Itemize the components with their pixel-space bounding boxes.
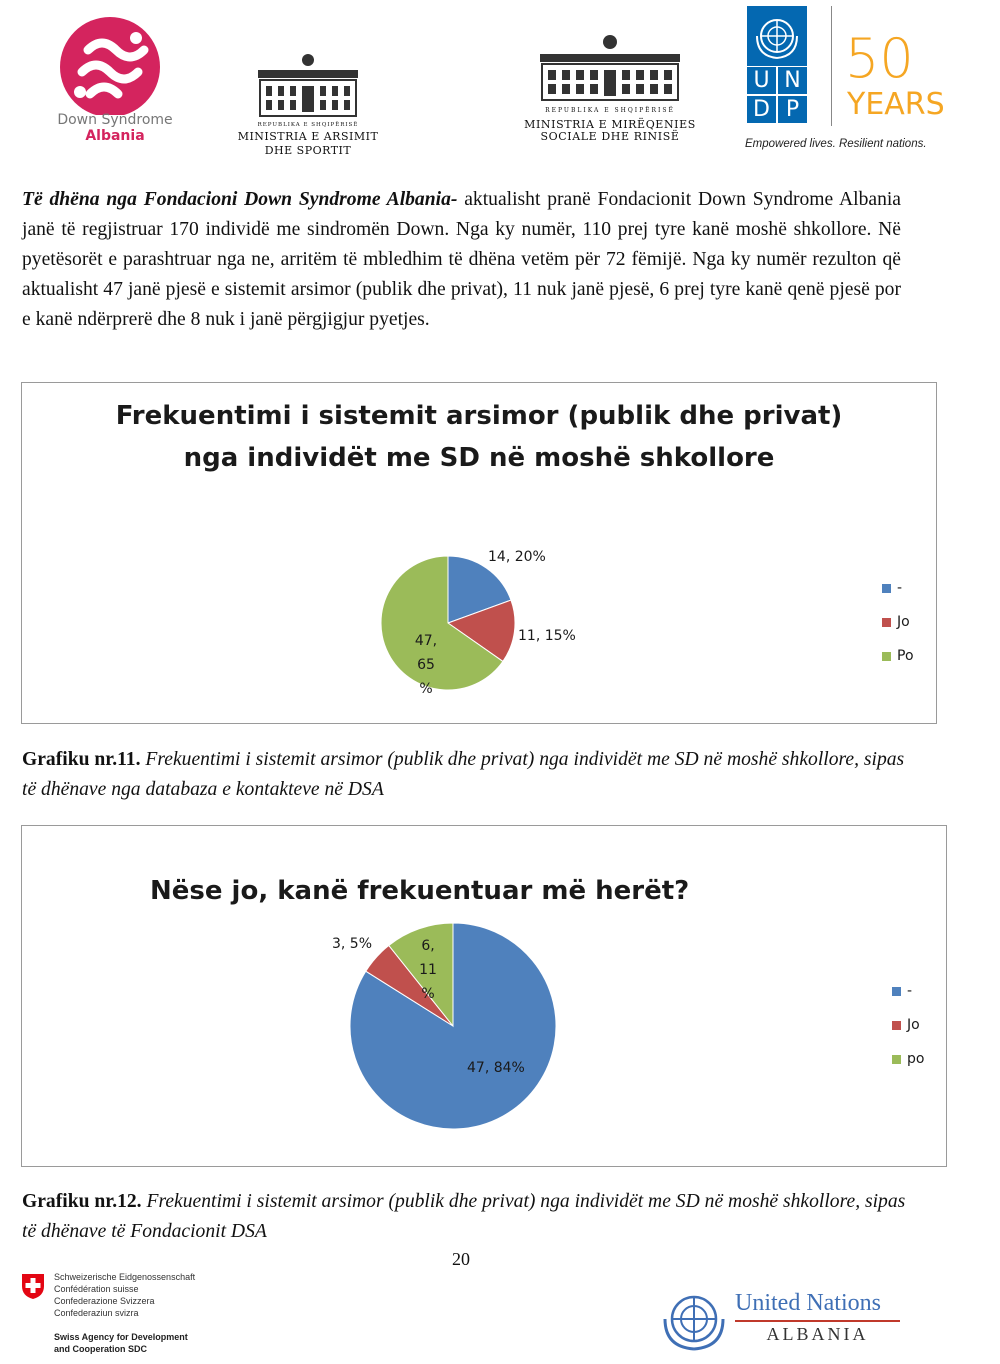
swiss-line1: Schweizerische Eidgenossenschaft (54, 1272, 196, 1282)
ministry-education-logo (238, 50, 378, 160)
data-label: 11, 15% (518, 628, 576, 644)
un-country: ALBANIA (766, 1324, 869, 1344)
sdc-line2: and Cooperation SDC (54, 1344, 148, 1354)
ministry-welfare-line2: SOCIALE DHE RINISË (540, 130, 680, 143)
page-number: 20 (452, 1249, 470, 1269)
un-emblem-icon (655, 1286, 733, 1352)
intro-paragraph (22, 185, 901, 335)
building-icon (238, 50, 378, 120)
caption-text: Frekuentimi i sistemit arsimor (publik dhe privat) nga individët me SD në moshë shkollore, sipas të dhënave të Fondacionit DSA (22, 1191, 906, 1242)
legend-item (892, 974, 924, 1008)
caption-text: Frekuentimi i sistemit arsimor (publik dhe privat) nga individët me SD në moshë shkollore, sipas të dhënave nga databaza e kontakteve në DSA (22, 749, 905, 800)
data-label: 47, 84% (467, 1060, 525, 1076)
caption-label: Grafiku nr.11. (22, 749, 141, 770)
legend-item (892, 1042, 924, 1076)
chart-2 (21, 825, 947, 1167)
legend-label: Jo (907, 1017, 920, 1033)
dsa-logo-line1: Down Syndrome (57, 112, 173, 128)
swiss-line3: Confederazione Svizzera (54, 1296, 155, 1306)
ministry-welfare-small: REPUBLIKA E SHQIPËRISË (545, 107, 675, 114)
legend-swatch (882, 652, 891, 661)
legend-swatch (892, 987, 901, 996)
legend-item (882, 571, 914, 605)
undp-fifty: 50 (845, 27, 914, 90)
legend-label: Po (897, 648, 914, 664)
legend-swatch (892, 1021, 901, 1030)
swiss-sdc-logo (20, 1270, 220, 1360)
data-label: % (421, 986, 435, 1002)
legend-item (882, 639, 914, 673)
data-label: 6, (421, 938, 435, 954)
building-icon (510, 32, 710, 104)
legend-label: po (907, 1051, 925, 1067)
header-logos (0, 0, 1000, 165)
un-rule (735, 1320, 900, 1322)
un-name: United Nations (735, 1290, 881, 1316)
legend-label: - (907, 983, 913, 999)
undp-letter-u: U (747, 67, 776, 94)
chart-1-title-line1: Frekuentimi i sistemit arsimor (publik dhe privat) (115, 401, 843, 431)
dsa-logo (40, 10, 190, 150)
legend-swatch (892, 1055, 901, 1064)
undp-divider (831, 6, 832, 126)
undp-years: YEARS (847, 87, 945, 122)
swiss-line2: Confédération suisse (54, 1284, 139, 1294)
sdc-line1: Swiss Agency for Development (54, 1332, 188, 1342)
intro-lead: Të dhëna nga Fondacioni Down Syndrome Albania- (22, 189, 458, 210)
legend-label: Jo (897, 614, 910, 630)
un-albania-logo (655, 1286, 915, 1356)
caption-chart-11 (22, 745, 922, 805)
chart-2-pie (22, 826, 946, 1166)
data-label: 47, (414, 633, 438, 649)
undp-letter-d: D (747, 96, 776, 123)
ministry-education-small: REPUBLIKA E SHQIPËRISË (257, 122, 359, 128)
ministry-education-line2: DHE SPORTIT (264, 144, 352, 157)
chart-1-legend (882, 571, 914, 673)
legend-item (882, 605, 914, 639)
chart-2-legend (892, 974, 924, 1076)
undp-logo (745, 6, 945, 156)
ministry-welfare-line1: MINISTRIA E MIRËQENIES (524, 118, 696, 131)
legend-label: - (897, 580, 903, 596)
ministry-welfare-logo (510, 32, 710, 147)
swiss-flag-icon (20, 1272, 46, 1300)
legend-swatch (882, 618, 891, 627)
caption-chart-12 (22, 1187, 922, 1247)
chart-1 (21, 382, 937, 724)
dsa-logo-mark (40, 10, 190, 115)
intro-text: aktualisht pranë Fondacionit Down Syndrome Albania janë të regjistruar 170 individë me sindromën Down. Nga ky numër, 110 prej tyre kanë moshë shkollore. Në pyetësorët e parashtruar nga ne, arritëm të mbledhim të dhëna vetëm për 72 fëmijë. Nga ky numër rezulton që aktualisht 47 janë pjesë e sistemit arsimor (publik dhe privat), 11 nuk janë pjesë, 6 prej tyre kanë qenë pjesë por e kanë ndërprerë dhe 8 nuk i janë përgjigjur pyetjes. (22, 189, 902, 330)
chart-2-title: Nëse jo, kanë frekuentuar më herët? (150, 876, 690, 906)
dsa-logo-line2: Albania (85, 128, 145, 144)
chart-1-title-line2: nga individët me SD në moshë shkollore (183, 443, 775, 473)
chart-1-pie (22, 383, 936, 723)
un-emblem-icon (747, 6, 807, 66)
legend-swatch (882, 584, 891, 593)
undp-tagline: Empowered lives. Resilient nations. (745, 138, 927, 150)
legend-item (892, 1008, 924, 1042)
data-label: 65 (417, 657, 435, 673)
data-label: 3, 5% (331, 936, 373, 952)
data-label: % (419, 681, 433, 697)
swiss-line4: Confederaziun svizra (54, 1308, 139, 1318)
ministry-education-line1: MINISTRIA E ARSIMIT (237, 130, 379, 143)
undp-letter-n: N (778, 67, 807, 94)
caption-label: Grafiku nr.12. (22, 1191, 142, 1212)
data-label: 14, 20% (488, 549, 546, 565)
undp-emblem (747, 6, 807, 66)
undp-letter-p: P (778, 96, 807, 123)
data-label: 11 (419, 962, 437, 978)
